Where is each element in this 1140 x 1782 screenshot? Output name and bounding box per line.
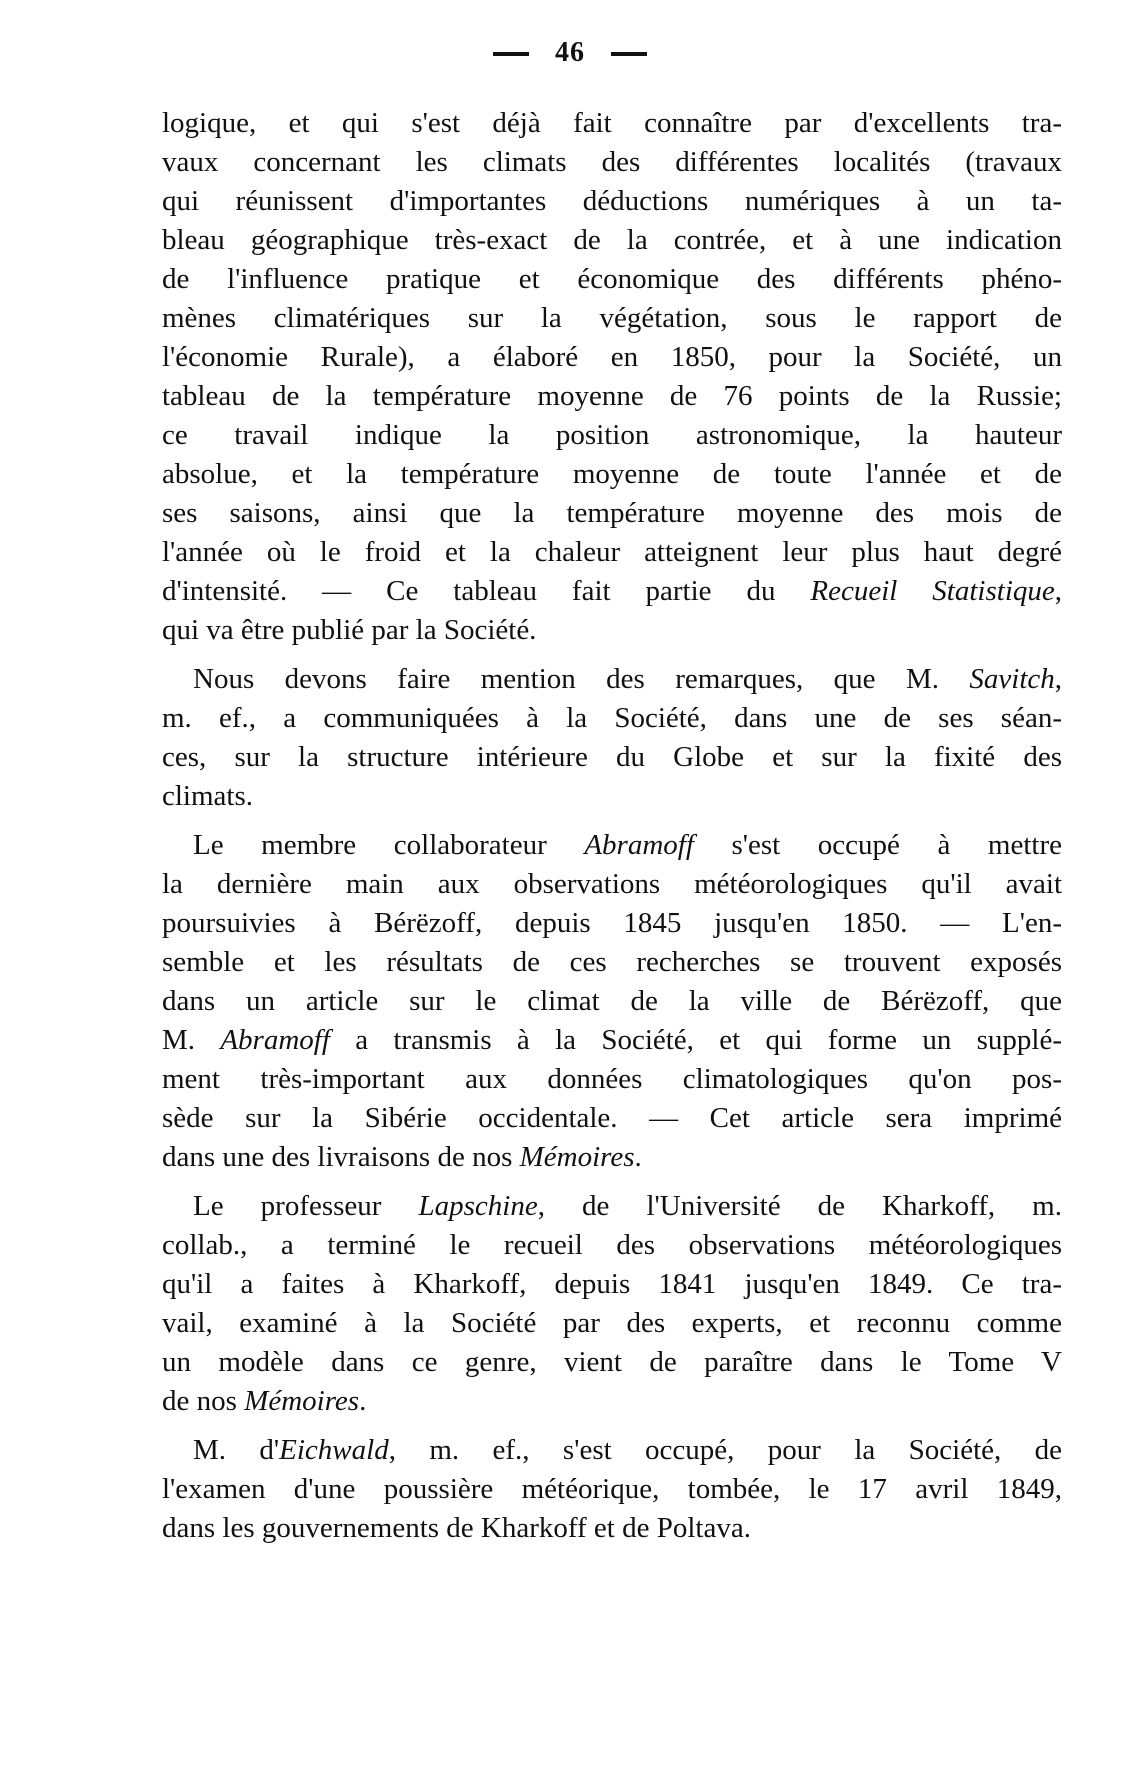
- italic-text: Recueil Statistique: [810, 575, 1055, 607]
- text-line: [162, 777, 1062, 816]
- text-segment: qui va être publié par la Société.: [162, 614, 537, 646]
- text-line: [162, 260, 1062, 299]
- text-segment: poursuivies à Bérëzoff, depuis 1845 jusqu'en 1850. — L'en-: [162, 907, 1062, 939]
- text-line: [162, 533, 1062, 572]
- paragraph: [162, 826, 1062, 1177]
- text-line: [162, 416, 1062, 455]
- text-segment: M. d': [193, 1434, 280, 1466]
- text-segment: l'année où le froid et la chaleur atteignent leur plus haut degré: [162, 536, 1062, 568]
- text-line: [162, 738, 1062, 777]
- text-line: [162, 455, 1062, 494]
- text-segment: la dernière main aux observations météorologiques qu'il avait: [162, 868, 1062, 900]
- text-line: [162, 1265, 1062, 1304]
- text-segment: bleau géographique très-exact de la contrée, et à une indication: [162, 224, 1062, 256]
- text-line: [162, 826, 1062, 865]
- text-line: [162, 1226, 1062, 1265]
- italic-text: Eichwald: [279, 1434, 389, 1466]
- text-segment: , de l'Université de Kharkoff, m.: [537, 1190, 1062, 1222]
- text-line: [162, 699, 1062, 738]
- text-line: [162, 338, 1062, 377]
- text-segment: , m. ef., s'est occupé, pour la Société, de: [388, 1434, 1062, 1466]
- text-segment: ,: [1054, 575, 1062, 607]
- page-number-left-dash: [493, 52, 529, 56]
- text-line: [162, 572, 1062, 611]
- text-segment: dans une des livraisons de nos: [162, 1141, 520, 1173]
- text-line: [162, 1509, 1062, 1548]
- text-segment: logique, et qui s'est déjà fait connaître par d'excellents tra-: [162, 107, 1062, 139]
- text-line: [162, 1060, 1062, 1099]
- text-segment: .: [359, 1385, 367, 1417]
- text-segment: qui réunissent d'importantes déductions numériques à un ta-: [162, 185, 1062, 217]
- text-segment: ment très-important aux données climatologiques qu'on pos-: [162, 1063, 1062, 1095]
- text-segment: vaux concernant les climats des différentes localités (travaux: [162, 146, 1062, 178]
- text-line: [162, 1470, 1062, 1509]
- italic-text: Savitch: [969, 663, 1055, 695]
- text-line: [162, 104, 1062, 143]
- text-segment: climats.: [162, 780, 254, 812]
- text-segment: semble et les résultats de ces recherches se trouvent exposés: [162, 946, 1062, 978]
- italic-text: Lapschine: [418, 1190, 538, 1222]
- text-segment: d'intensité. — Ce tableau fait partie du: [162, 575, 811, 607]
- text-line: [162, 182, 1062, 221]
- text-segment: ces, sur la structure intérieure du Globe et sur la fixité des: [162, 741, 1062, 773]
- text-segment: dans les gouvernements de Kharkoff et de Poltava.: [162, 1512, 751, 1544]
- paragraph: [162, 1187, 1062, 1421]
- text-segment: collab., a terminé le recueil des observations météorologiques: [162, 1229, 1062, 1261]
- text-line: [162, 660, 1062, 699]
- text-segment: ce travail indique la position astronomique, la hauteur: [162, 419, 1062, 451]
- text-segment: absolue, et la température moyenne de toute l'année et de: [162, 458, 1062, 490]
- text-segment: mènes climatériques sur la végétation, sous le rapport de: [162, 302, 1062, 334]
- page-number-value: 46: [555, 37, 585, 68]
- text-segment: Nous devons faire mention des remarques, que M.: [193, 663, 970, 695]
- text-segment: qu'il a faites à Kharkoff, depuis 1841 jusqu'en 1849. Ce tra-: [162, 1268, 1062, 1300]
- text-segment: un modèle dans ce genre, vient de paraître dans le Tome V: [162, 1346, 1062, 1378]
- text-segment: l'examen d'une poussière météorique, tombée, le 17 avril 1849,: [162, 1473, 1062, 1505]
- text-segment: vail, examiné à la Société par des experts, et reconnu comme: [162, 1307, 1062, 1339]
- text-line: [162, 1431, 1062, 1470]
- italic-text: Abramoff: [584, 829, 694, 861]
- text-line: [162, 1187, 1062, 1226]
- page-number-right-dash: [611, 52, 647, 56]
- text-segment: M.: [162, 1024, 221, 1056]
- text-line: [162, 1021, 1062, 1060]
- text-segment: de nos: [162, 1385, 245, 1417]
- text-line: [162, 865, 1062, 904]
- text-segment: sède sur la Sibérie occidentale. — Cet article sera imprimé: [162, 1102, 1062, 1134]
- text-segment: ses saisons, ainsi que la température moyenne des mois de: [162, 497, 1062, 529]
- text-segment: m. ef., a communiquées à la Société, dans une de ses séan-: [162, 702, 1062, 734]
- italic-text: Abramoff: [220, 1024, 330, 1056]
- italic-text: Mémoires: [519, 1141, 635, 1173]
- text-segment: l'économie Rurale), a élaboré en 1850, pour la Société, un: [162, 341, 1062, 373]
- text-line: [162, 982, 1062, 1021]
- text-segment: Le membre collaborateur: [193, 829, 585, 861]
- text-line: [162, 904, 1062, 943]
- text-segment: Le professeur: [193, 1190, 419, 1222]
- text-line: [162, 943, 1062, 982]
- text-segment: a transmis à la Société, et qui forme un supplé-: [329, 1024, 1062, 1056]
- text-line: [162, 1304, 1062, 1343]
- text-line: [162, 611, 1062, 650]
- text-line: [162, 221, 1062, 260]
- text-segment: dans un article sur le climat de la ville de Bérëzoff, que: [162, 985, 1062, 1017]
- page-number: [0, 34, 1140, 72]
- text-line: [162, 494, 1062, 533]
- text-line: [162, 1138, 1062, 1177]
- paragraph: [162, 104, 1062, 650]
- paragraph: [162, 1431, 1062, 1548]
- text-segment: s'est occupé à mettre: [693, 829, 1062, 861]
- text-line: [162, 1343, 1062, 1382]
- text-segment: tableau de la température moyenne de 76 points de la Russie;: [162, 380, 1062, 412]
- text-segment: ,: [1054, 663, 1062, 695]
- text-line: [162, 143, 1062, 182]
- italic-text: Mémoires: [244, 1385, 360, 1417]
- paragraph: [162, 660, 1062, 816]
- body-text: [162, 104, 1062, 1558]
- text-line: [162, 1099, 1062, 1138]
- text-line: [162, 377, 1062, 416]
- text-segment: .: [634, 1141, 642, 1173]
- text-line: [162, 1382, 1062, 1421]
- text-line: [162, 299, 1062, 338]
- text-segment: de l'influence pratique et économique des différents phéno-: [162, 263, 1062, 295]
